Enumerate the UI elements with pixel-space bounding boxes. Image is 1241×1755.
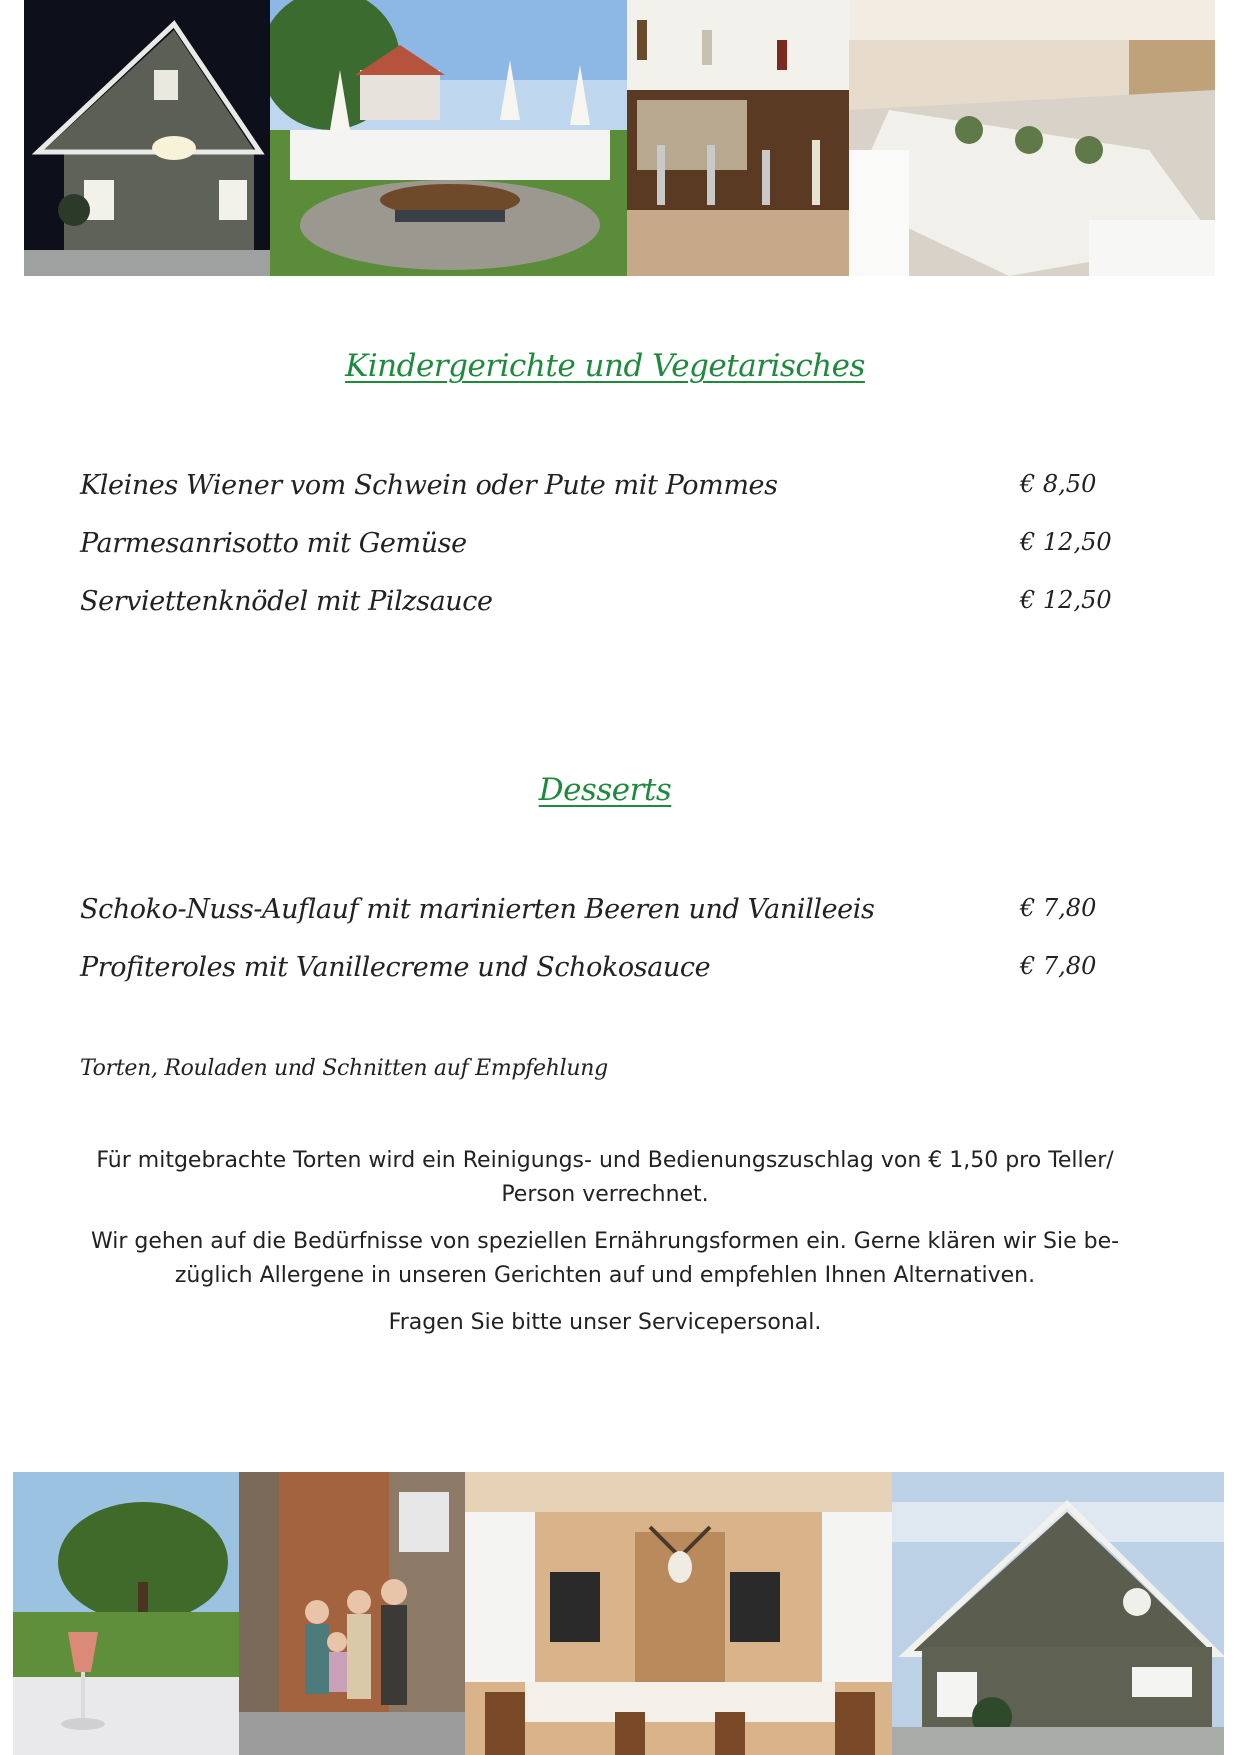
menu-item-price: € 12,50 xyxy=(1020,528,1112,556)
menu-item-price: € 8,50 xyxy=(1020,470,1097,498)
menu-item xyxy=(80,528,1110,568)
diet-line-1: Wir gehen auf die Bedürfnisse von speziellen Ernährungsformen ein. Gerne klären wir Sie be- xyxy=(90,1229,1120,1254)
menu-item xyxy=(80,470,1110,510)
menu-item xyxy=(80,586,1110,626)
photo-garden-event xyxy=(270,0,627,276)
menu-item-name: Parmesanrisotto mit Gemüse xyxy=(80,528,467,559)
photo-banquet-hall xyxy=(849,0,1215,276)
menu-item-name: Kleines Wiener vom Schwein oder Pute mit Pommes xyxy=(80,470,778,501)
section-title-desserts: Desserts xyxy=(538,772,672,808)
photo-restaurant-day-exterior xyxy=(892,1472,1224,1755)
section-title-kids-vegetarian: Kindergerichte und Vegetarisches xyxy=(345,348,865,384)
dietary-notice xyxy=(85,1225,1125,1293)
menu-item-name: Profiteroles mit Vanillecreme und Schokosauce xyxy=(80,952,711,983)
diet-line-2: züglich Allergene in unseren Gerichten auf und empfehlen Ihnen Alternativen. xyxy=(174,1263,1036,1288)
ask-staff-line: Fragen Sie bitte unser Servicepersonal. xyxy=(388,1310,822,1335)
photo-bar-taps xyxy=(627,0,849,276)
dessert-recommendation-note: Torten, Rouladen und Schnitten auf Empfehlung xyxy=(80,1056,608,1081)
menu-item-price: € 12,50 xyxy=(1020,586,1112,614)
menu-item xyxy=(80,952,1110,992)
photo-family-portrait xyxy=(239,1472,465,1755)
menu-item xyxy=(80,894,1110,934)
menu-item-name: Schoko-Nuss-Auflauf mit marinierten Beeren und Vanilleeis xyxy=(80,894,875,925)
menu-item-price: € 7,80 xyxy=(1020,952,1097,980)
photo-restaurant-night-exterior xyxy=(24,0,270,276)
cake-fee-notice xyxy=(85,1144,1125,1212)
photo-dining-room-antlers xyxy=(465,1472,892,1755)
menu-item-name: Serviettenknödel mit Pilzsauce xyxy=(80,586,493,617)
cake-fee-line-1: Für mitgebrachte Torten wird ein Reinigungs- und Bedienungszuschlag von € 1,50 pro Teller/ xyxy=(96,1148,1114,1173)
ask-staff-notice xyxy=(85,1306,1125,1340)
photo-spritz-garden xyxy=(13,1472,239,1755)
menu-item-price: € 7,80 xyxy=(1020,894,1097,922)
cake-fee-line-2: Person verrechnet. xyxy=(501,1182,709,1207)
